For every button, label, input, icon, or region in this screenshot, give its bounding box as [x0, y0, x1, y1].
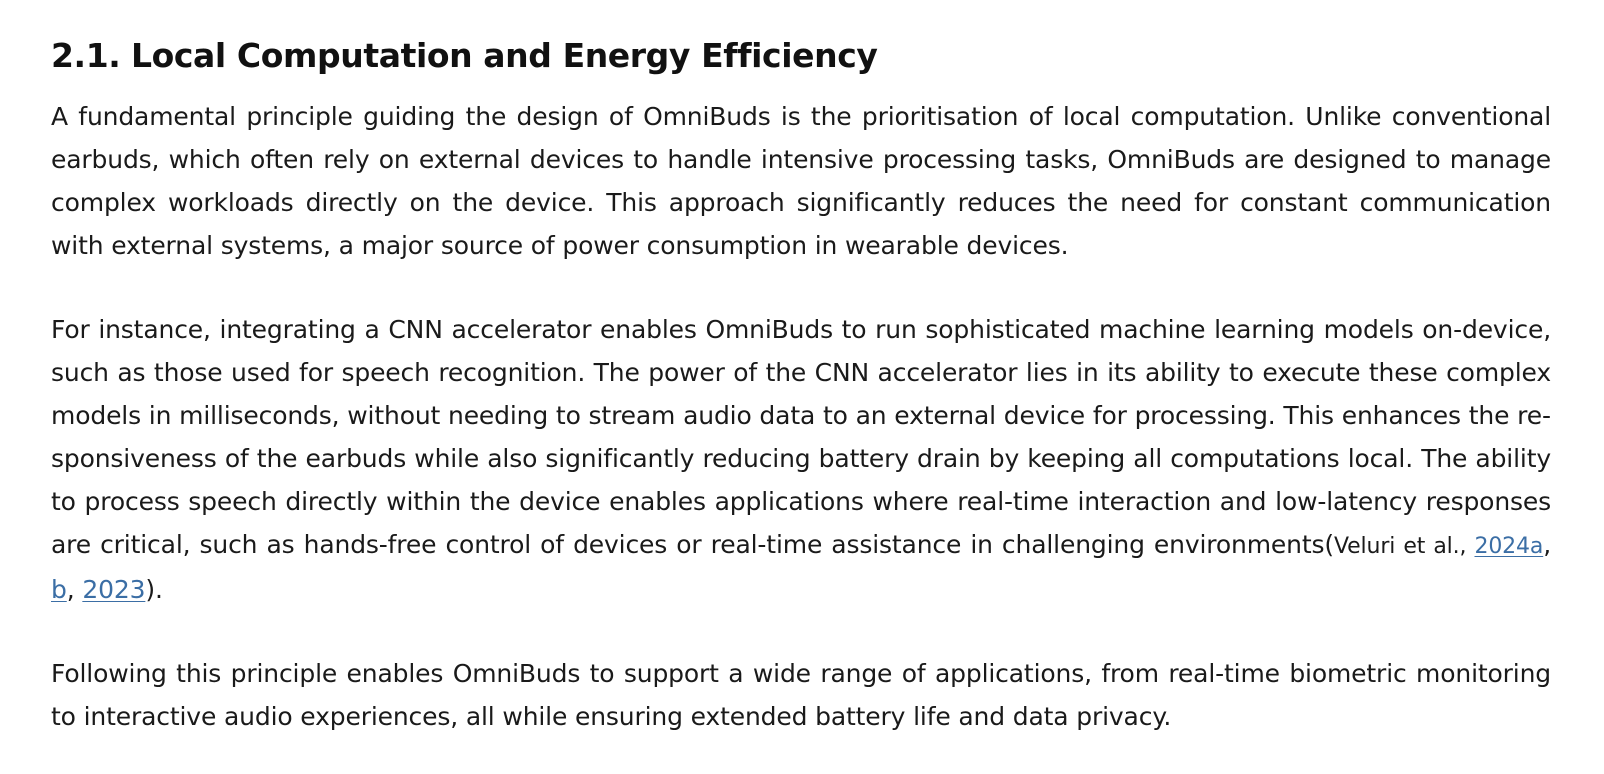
paragraph-local-computation: A fundamental principle guiding the design of OmniBuds is the prioritisation of local computation. Unlike conventional earbuds, which often rely on external devices to handle intensive processing tasks, OmniBuds are designed to manage complex workloads directly on the device. This approach significantly reduces the need for constant communication with external systems, a major source of power consumption in wearable devices. [51, 102, 1551, 260]
paragraph-cnn-accelerator [51, 308, 1551, 611]
citation-link-2023[interactable]: 2023 [82, 575, 146, 604]
citation-separator: , [1543, 530, 1552, 559]
section-heading [51, 34, 1551, 78]
section-title: Local Computation and Energy Efficiency [131, 36, 878, 75]
sentence-period: . [154, 575, 163, 604]
paragraph-applications: Following this principle enables OmniBuds to support a wide range of applications, from real-time biometric monitoring to interactive audio experiences, all while ensuring extended battery life and data privacy. [51, 659, 1551, 731]
citation-separator: , [1459, 534, 1475, 559]
citation-authors: Veluri et al. [1333, 534, 1460, 559]
section-number: 2.1. [51, 36, 121, 75]
citation-open-paren: ( [1324, 530, 1334, 559]
citation-close-paren: ) [145, 575, 155, 604]
citation-link-b[interactable]: b [51, 575, 67, 604]
paragraph-cnn-text: For instance, integrating a CNN accelerator enables OmniBuds to run sophisticated machine learning models on-device, such as those used for speech recognition. The power of the CNN accelerator lies in its ability to execute these complex models in milliseconds, without needing to stream audio data to an external device for processing. This enhances the responsiveness of the earbuds while also significantly reducing battery drain by keeping all computations local. The ability to process speech directly within the device enables applications where real-time interaction and low-latency responses are critical, such as hands-free control of devices or real-time assistance in challenging environments [51, 315, 1551, 559]
citation-link-2024a[interactable]: 2024a [1474, 534, 1544, 559]
citation-separator: , [66, 575, 83, 604]
